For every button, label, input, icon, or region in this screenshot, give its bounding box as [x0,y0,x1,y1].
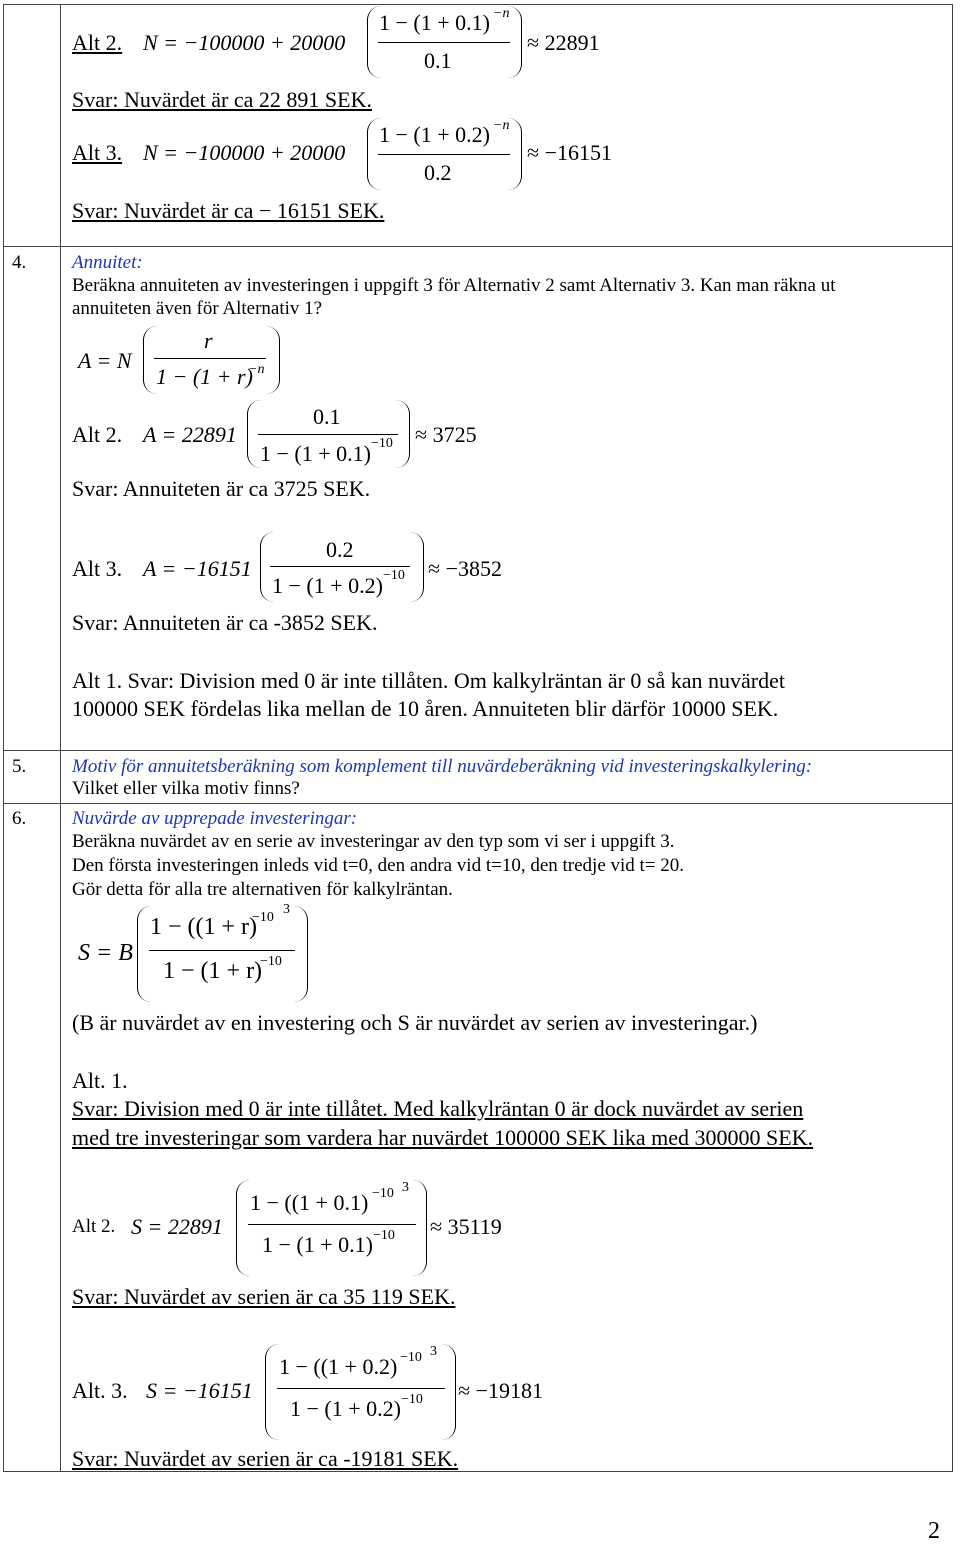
exponent: −10 [260,954,282,969]
right-paren [508,6,522,78]
table-frame [3,4,953,1472]
alt2-expr: A = 22891 [143,422,237,447]
svar: Svar: Annuiteten är ca -3852 SEK. [72,610,378,635]
fraction-denominator: 1 − (1 + r) [156,364,253,389]
alt1-text: 100000 SEK fördelas lika mellan de 10 åren. Annuiteten blir därför 10000 SEK. [72,696,779,721]
section-heading: Nuvärde av upprepade investeringar: [72,808,358,829]
svar: Svar: Nuvärdet av serien är ca -19181 SEK. [72,1446,459,1471]
fraction-bar [258,434,398,435]
right-paren [410,532,424,602]
result: ≈ 3725 [415,422,477,447]
fraction-bar [270,566,410,567]
result: ≈ −3852 [428,556,502,581]
left-paren [265,1344,279,1440]
section-heading: Annuitet: [72,252,143,273]
svar: Svar: Nuvärdet är ca − 16151 SEK. [72,198,385,223]
exponent: −10 [383,568,405,583]
exponent: 3 [430,1344,437,1359]
alt2-label: Alt 2. [72,30,123,55]
exponent: −10 [401,1392,423,1407]
fraction-numerator: 0.2 [326,537,354,562]
exponent: −10 [373,1228,395,1243]
fraction-denominator: 1 − (1 + 0.1) [262,1232,373,1257]
body-text: Gör detta för alla tre alternativen för kalkylräntan. [72,879,453,900]
body-text: Den första investeringen inleds vid t=0, den andra vid t=10, den tredje vid t= 20. [72,855,685,876]
exponent: −n [248,362,265,377]
fraction-bar [378,42,510,43]
fraction-denominator: 0.1 [424,48,452,73]
fraction-denominator: 1 − (1 + r) [163,958,263,984]
body-text: Vilket eller vilka motiv finns? [72,778,300,799]
alt1-text: Alt 1. Svar: Division med 0 är inte tillåten. Om kalkylräntan är 0 så kan nuvärdet [72,668,785,693]
fraction-denominator: 1 − (1 + 0.1) [260,441,371,466]
fraction-bar [277,1388,445,1389]
right-paren [396,400,410,468]
alt3-expr: N = −100000 + 20000 [143,140,346,165]
fraction-bar [149,950,295,951]
page-number: 2 [928,1518,940,1544]
alt3-label: Alt 3. [72,556,123,581]
body-text: Beräkna nuvärdet av en serie av investeringar av den typ som vi ser i uppgift 3. [72,831,675,852]
formula-lhs: S = B [78,940,133,966]
row-divider [3,246,953,247]
alt2-expr: S = 22891 [131,1214,223,1239]
result: ≈ 22891 [527,30,600,55]
exponent: −n [493,6,510,21]
exponent: 3 [402,1180,409,1195]
fraction-bar [378,154,510,155]
row-divider [3,750,953,751]
exponent: 3 [283,902,290,917]
alt3-expr: A = −16151 [143,556,252,581]
left-paren [143,326,157,394]
right-paren [294,906,308,1002]
alt1-text: Svar: Division med 0 är inte tillåtet. Med kalkylräntan 0 är dock nuvärdet av serien [72,1096,804,1121]
fraction-numerator: 1 − (1 + 0.2) [379,122,490,147]
alt3-label: Alt. 3. [72,1378,128,1403]
fraction-numerator: 0.1 [313,404,341,429]
svar: Svar: Nuvärdet är ca 22 891 SEK. [72,87,372,112]
alt3-expr: S = −16151 [146,1378,253,1403]
exponent: −10 [371,436,393,451]
fraction-bar [154,358,266,359]
exponent: −10 [372,1186,394,1201]
alt1-text: med tre investeringar som vardera har nuvärdet 100000 SEK lika med 300000 SEK. [72,1125,814,1150]
formula-lhs: A = N [78,348,132,373]
alt2-expr: N = −100000 + 20000 [143,30,346,55]
body-text: annuiteten även för Alternativ 1? [72,298,323,319]
fraction-denominator: 1 − (1 + 0.2) [290,1396,401,1421]
left-paren [137,906,151,1002]
result: ≈ −19181 [458,1378,543,1403]
result: ≈ −16151 [527,140,612,165]
exponent: −10 [400,1350,422,1365]
alt1-label: Alt. 1. [72,1068,128,1093]
exponent: −n [493,118,510,133]
body-text: Beräkna annuiteten av investeringen i uppgift 3 för Alternativ 2 samt Alternativ 3. Kan man räkna ut [72,275,836,296]
right-paren [266,326,280,394]
alt2-label: Alt 2. [72,422,123,447]
right-paren [508,118,522,190]
fraction-numerator: 1 − ((1 + 0.1) [250,1190,369,1215]
column-divider [60,4,61,1472]
fraction-numerator: r [204,328,213,353]
result: ≈ 35119 [430,1214,502,1239]
row-divider [3,803,953,804]
explanation: (B är nuvärdet av en investering och S är nuvärdet av serien av investeringar.) [72,1010,758,1035]
right-paren [442,1344,456,1440]
alt2-label: Alt 2. [72,1216,116,1237]
svar: Svar: Nuvärdet av serien är ca 35 119 SEK. [72,1284,456,1309]
svar: Svar: Annuiteten är ca 3725 SEK. [72,476,371,501]
section-heading: Motiv för annuitetsberäkning som komplement till nuvärdeberäkning vid investeringskalkylering: [72,756,813,777]
fraction-denominator: 0.2 [424,160,452,185]
exponent: −10 [252,910,274,925]
fraction-denominator: 1 − (1 + 0.2) [272,573,383,598]
section-number: 4. [12,252,27,273]
section-number: 6. [12,808,27,829]
right-paren [413,1180,427,1276]
fraction-numerator: 1 − ((1 + 0.2) [279,1354,398,1379]
fraction-numerator: 1 − ((1 + r) [150,914,258,940]
left-paren [236,1180,250,1276]
alt3-label: Alt 3. [72,140,123,165]
fraction-numerator: 1 − (1 + 0.1) [379,10,490,35]
section-number: 5. [12,756,27,777]
fraction-bar [248,1224,416,1225]
